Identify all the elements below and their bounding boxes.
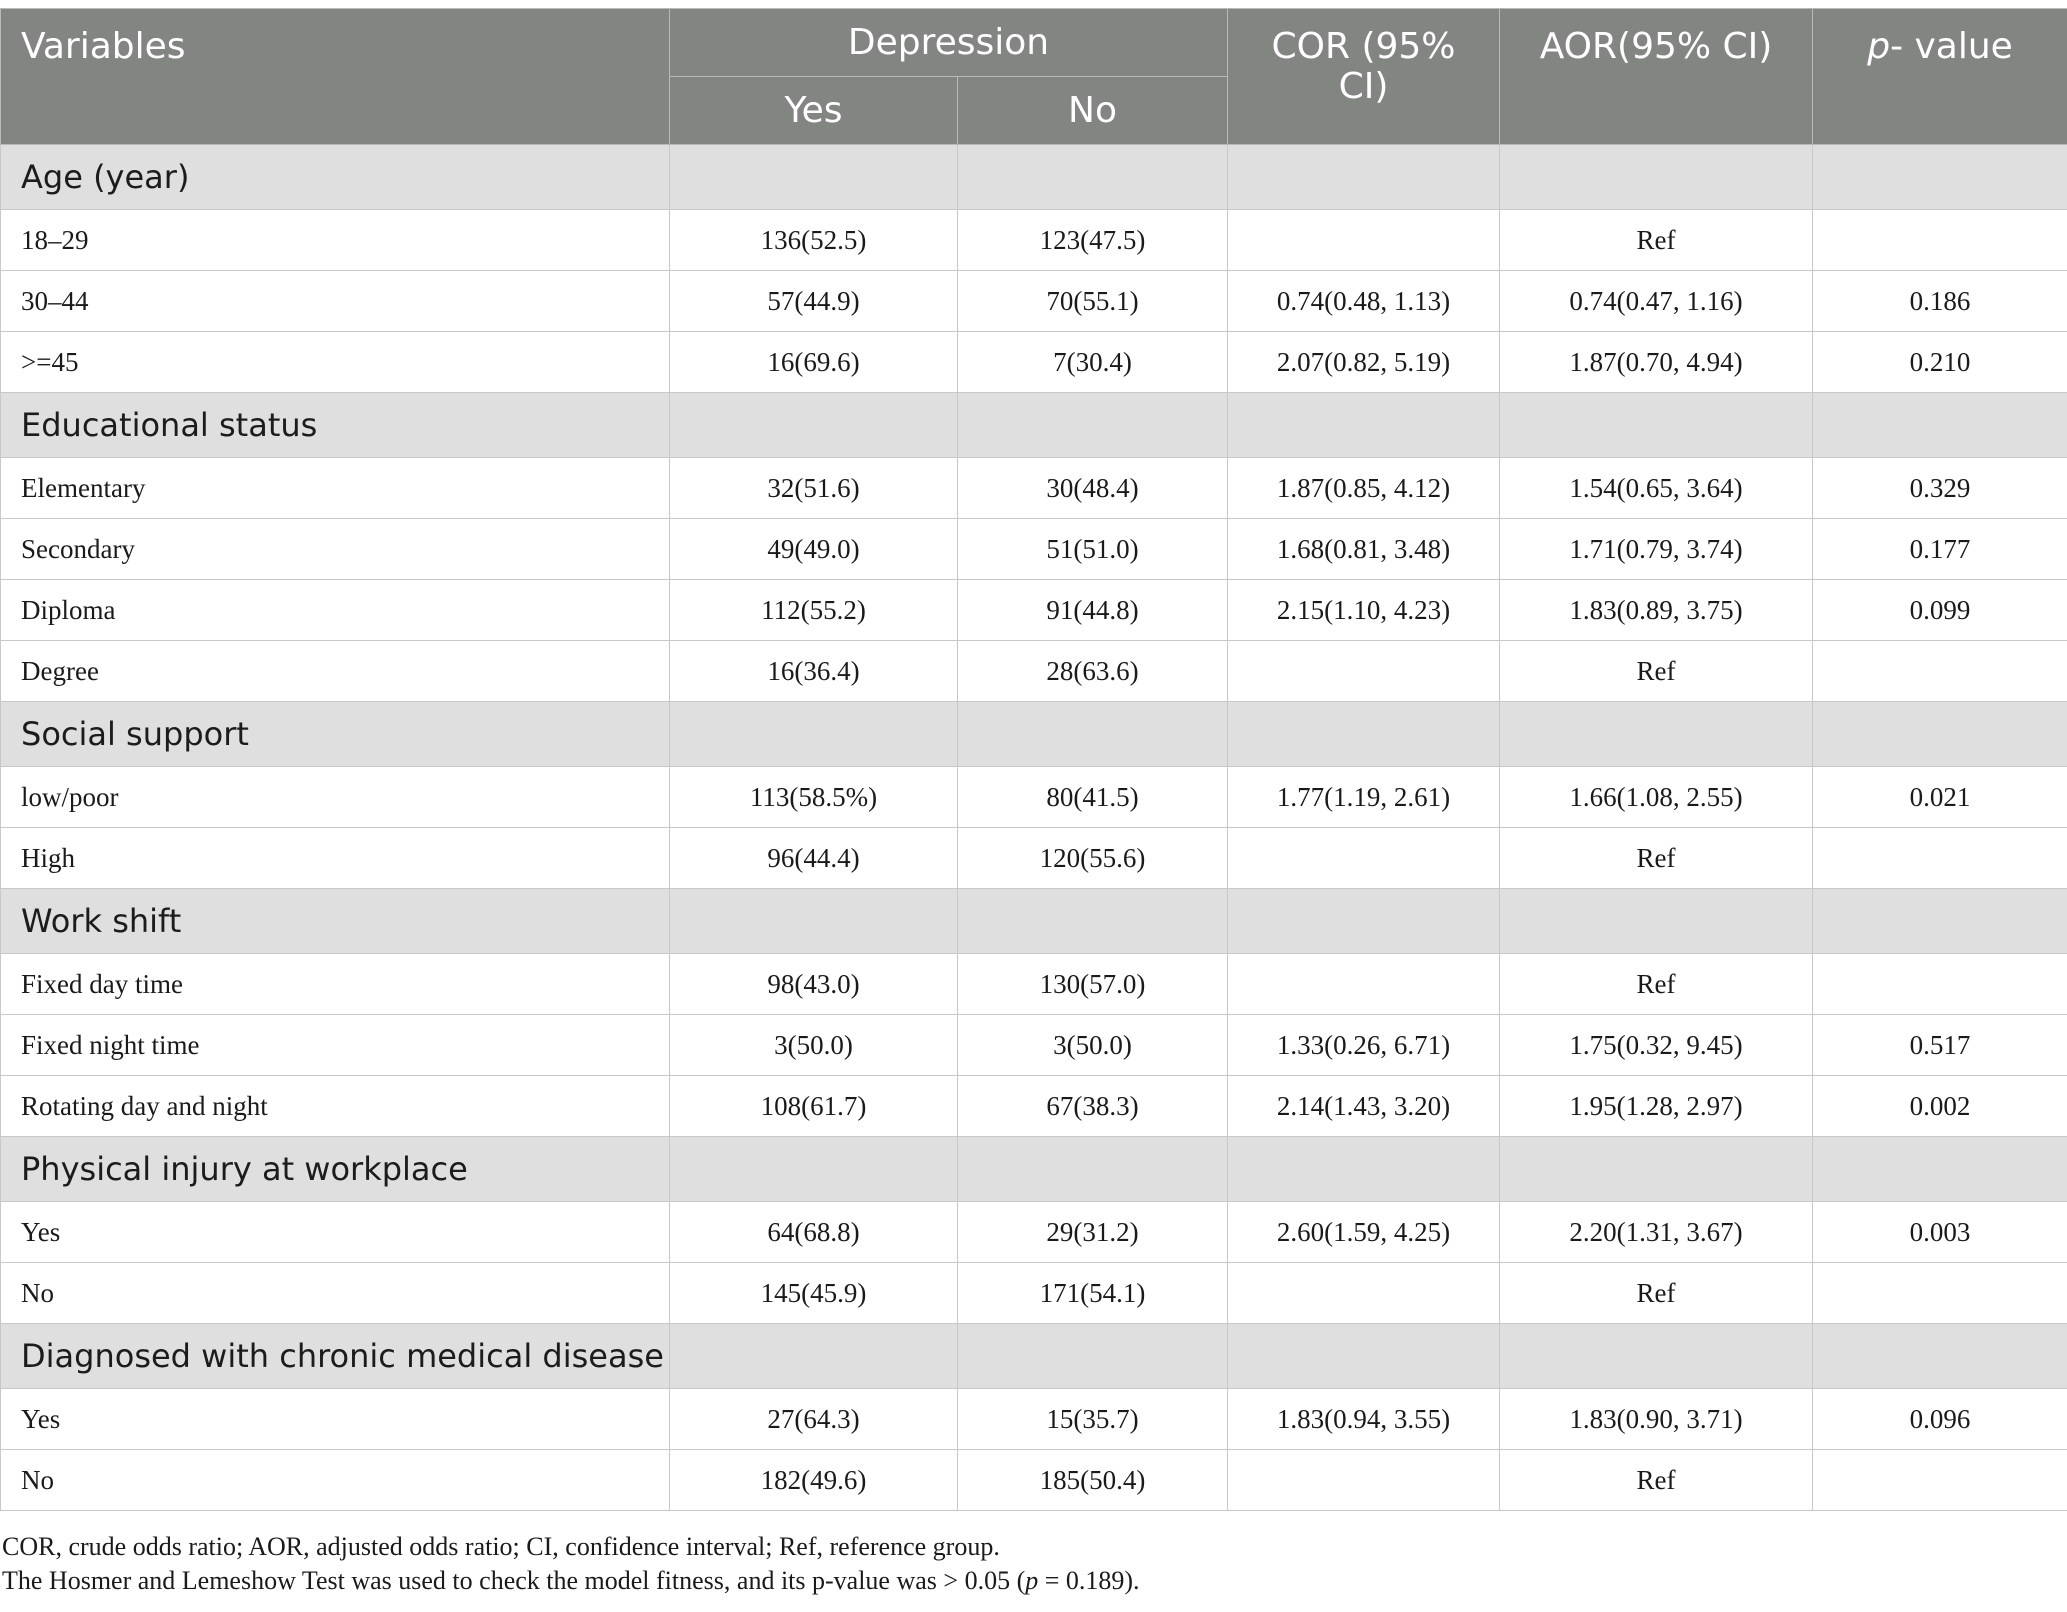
footnote-fitness-value: = 0.189). [1038,1566,1140,1595]
row-label: Degree [1,641,670,702]
section-empty-cell [1228,393,1500,458]
table-footnotes [2,1530,1140,1598]
section-row [1,889,2067,954]
cell-cor: 2.07(0.82, 5.19) [1228,332,1500,393]
cell-p: 0.002 [1813,1076,2067,1137]
section-title: Age (year) [1,145,670,210]
cell-cor [1228,641,1500,702]
cell-p: 0.517 [1813,1015,2067,1076]
table-row [1,1450,2067,1511]
header-p-value [1813,9,2067,145]
cell-no: 70(55.1) [958,271,1228,332]
row-label: Fixed day time [1,954,670,1015]
section-empty-cell [670,393,958,458]
cell-yes: 32(51.6) [670,458,958,519]
table-body [1,145,2067,1511]
section-empty-cell [1228,145,1500,210]
cell-cor: 1.68(0.81, 3.48) [1228,519,1500,580]
section-title: Physical injury at workplace [1,1137,670,1202]
section-empty-cell [1500,702,1813,767]
row-label: Elementary [1,458,670,519]
cell-no: 120(55.6) [958,828,1228,889]
cell-p [1813,828,2067,889]
section-empty-cell [1813,393,2067,458]
header-cor-text: COR (95% CI) [1271,26,1456,107]
table-row [1,1015,2067,1076]
table-row [1,641,2067,702]
cell-p [1813,210,2067,271]
cell-aor: 2.20(1.31, 3.67) [1500,1202,1813,1263]
cell-no: 123(47.5) [958,210,1228,271]
cell-p: 0.210 [1813,332,2067,393]
cell-aor: 1.71(0.79, 3.74) [1500,519,1813,580]
section-row [1,145,2067,210]
cell-yes: 182(49.6) [670,1450,958,1511]
header-p-italic: p [1867,26,1891,67]
cell-aor: 1.66(1.08, 2.55) [1500,767,1813,828]
section-title: Social support [1,702,670,767]
cell-p [1813,1263,2067,1324]
row-label: 18–29 [1,210,670,271]
cell-yes: 57(44.9) [670,271,958,332]
cell-p [1813,641,2067,702]
cell-yes: 113(58.5%) [670,767,958,828]
row-label: Yes [1,1389,670,1450]
table-row [1,767,2067,828]
cell-p [1813,954,2067,1015]
row-label: Rotating day and night [1,1076,670,1137]
cell-no: 185(50.4) [958,1450,1228,1511]
footnote-fitness-text: The Hosmer and Lemeshow Test was used to check the model fitness, and its p-value was > 0.05 ( [2,1566,1026,1595]
cell-yes: 145(45.9) [670,1263,958,1324]
header-cor [1228,9,1500,145]
cell-yes: 96(44.4) [670,828,958,889]
cell-cor: 1.77(1.19, 2.61) [1228,767,1500,828]
table-row [1,519,2067,580]
row-label: Diploma [1,580,670,641]
section-row [1,1137,2067,1202]
cell-no: 171(54.1) [958,1263,1228,1324]
row-label: Yes [1,1202,670,1263]
section-empty-cell [958,889,1228,954]
cell-cor [1228,210,1500,271]
row-label: No [1,1450,670,1511]
cell-cor [1228,954,1500,1015]
section-empty-cell [958,1324,1228,1389]
section-title: Educational status [1,393,670,458]
row-label: No [1,1263,670,1324]
section-empty-cell [670,702,958,767]
table-row [1,580,2067,641]
section-row [1,1324,2067,1389]
table-row [1,1076,2067,1137]
cell-yes: 98(43.0) [670,954,958,1015]
cell-no: 91(44.8) [958,580,1228,641]
header-yes: Yes [670,77,958,145]
section-empty-cell [958,393,1228,458]
section-empty-cell [958,1137,1228,1202]
cell-no: 7(30.4) [958,332,1228,393]
cell-aor: 1.95(1.28, 2.97) [1500,1076,1813,1137]
row-label: low/poor [1,767,670,828]
cell-aor: Ref [1500,954,1813,1015]
row-label: >=45 [1,332,670,393]
section-empty-cell [1500,1324,1813,1389]
table-row [1,458,2067,519]
row-label: 30–44 [1,271,670,332]
section-empty-cell [670,889,958,954]
section-empty-cell [1500,889,1813,954]
cell-cor [1228,828,1500,889]
header-aor: AOR(95% CI) [1500,9,1813,145]
cell-no: 30(48.4) [958,458,1228,519]
table-row [1,210,2067,271]
cell-aor: 1.75(0.32, 9.45) [1500,1015,1813,1076]
cell-p: 0.186 [1813,271,2067,332]
cell-yes: 16(69.6) [670,332,958,393]
cell-no: 15(35.7) [958,1389,1228,1450]
section-empty-cell [670,1324,958,1389]
table-row [1,332,2067,393]
header-p-rest: - value [1890,26,2013,67]
table-row [1,271,2067,332]
section-empty-cell [1228,1324,1500,1389]
cell-aor: 1.83(0.89, 3.75) [1500,580,1813,641]
cell-p: 0.099 [1813,580,2067,641]
section-empty-cell [1500,1137,1813,1202]
section-empty-cell [670,1137,958,1202]
cell-p: 0.021 [1813,767,2067,828]
header-no: No [958,77,1228,145]
row-label: High [1,828,670,889]
cell-p: 0.003 [1813,1202,2067,1263]
section-empty-cell [670,145,958,210]
cell-no: 28(63.6) [958,641,1228,702]
cell-aor: 1.87(0.70, 4.94) [1500,332,1813,393]
cell-yes: 16(36.4) [670,641,958,702]
section-title: Diagnosed with chronic medical disease [1,1324,670,1389]
cell-yes: 49(49.0) [670,519,958,580]
section-empty-cell [1813,1137,2067,1202]
cell-cor [1228,1450,1500,1511]
section-empty-cell [1500,145,1813,210]
cell-cor: 2.14(1.43, 3.20) [1228,1076,1500,1137]
cell-yes: 64(68.8) [670,1202,958,1263]
cell-aor: Ref [1500,210,1813,271]
cell-aor: 1.54(0.65, 3.64) [1500,458,1813,519]
cell-p: 0.177 [1813,519,2067,580]
cell-no: 80(41.5) [958,767,1228,828]
cell-cor: 1.33(0.26, 6.71) [1228,1015,1500,1076]
row-label: Fixed night time [1,1015,670,1076]
section-row [1,393,2067,458]
cell-p: 0.329 [1813,458,2067,519]
section-empty-cell [1228,889,1500,954]
cell-yes: 27(64.3) [670,1389,958,1450]
cell-aor: 1.83(0.90, 3.71) [1500,1389,1813,1450]
table-row [1,1202,2067,1263]
table-row [1,1389,2067,1450]
cell-aor: Ref [1500,1263,1813,1324]
cell-aor: Ref [1500,1450,1813,1511]
cell-no: 51(51.0) [958,519,1228,580]
section-row [1,702,2067,767]
cell-aor: Ref [1500,641,1813,702]
cell-cor: 1.83(0.94, 3.55) [1228,1389,1500,1450]
cell-cor: 1.87(0.85, 4.12) [1228,458,1500,519]
table-row [1,954,2067,1015]
depression-factors-table [0,8,2067,1511]
cell-no: 130(57.0) [958,954,1228,1015]
cell-p: 0.096 [1813,1389,2067,1450]
section-empty-cell [1813,145,2067,210]
section-empty-cell [1813,702,2067,767]
cell-p [1813,1450,2067,1511]
cell-cor: 2.15(1.10, 4.23) [1228,580,1500,641]
table-header [1,9,2067,145]
footnote-model-fitness [2,1564,1140,1598]
section-empty-cell [1500,393,1813,458]
section-title: Work shift [1,889,670,954]
table-container [0,8,2067,1511]
cell-no: 67(38.3) [958,1076,1228,1137]
section-empty-cell [958,145,1228,210]
section-empty-cell [1813,889,2067,954]
cell-yes: 112(55.2) [670,580,958,641]
cell-aor: 0.74(0.47, 1.16) [1500,271,1813,332]
row-label: Secondary [1,519,670,580]
footnote-abbreviations: COR, crude odds ratio; AOR, adjusted odds ratio; CI, confidence interval; Ref, reference group. [2,1532,1000,1561]
table-row [1,1263,2067,1324]
cell-cor [1228,1263,1500,1324]
section-empty-cell [1813,1324,2067,1389]
cell-yes: 108(61.7) [670,1076,958,1137]
cell-no: 29(31.2) [958,1202,1228,1263]
header-depression: Depression [670,9,1228,77]
cell-yes: 136(52.5) [670,210,958,271]
cell-no: 3(50.0) [958,1015,1228,1076]
cell-cor: 0.74(0.48, 1.13) [1228,271,1500,332]
section-empty-cell [1228,1137,1500,1202]
cell-cor: 2.60(1.59, 4.25) [1228,1202,1500,1263]
section-empty-cell [1228,702,1500,767]
table-row [1,828,2067,889]
section-empty-cell [958,702,1228,767]
cell-yes: 3(50.0) [670,1015,958,1076]
cell-aor: Ref [1500,828,1813,889]
header-variables: Variables [1,9,670,145]
footnote-p-italic: p [1025,1566,1039,1595]
